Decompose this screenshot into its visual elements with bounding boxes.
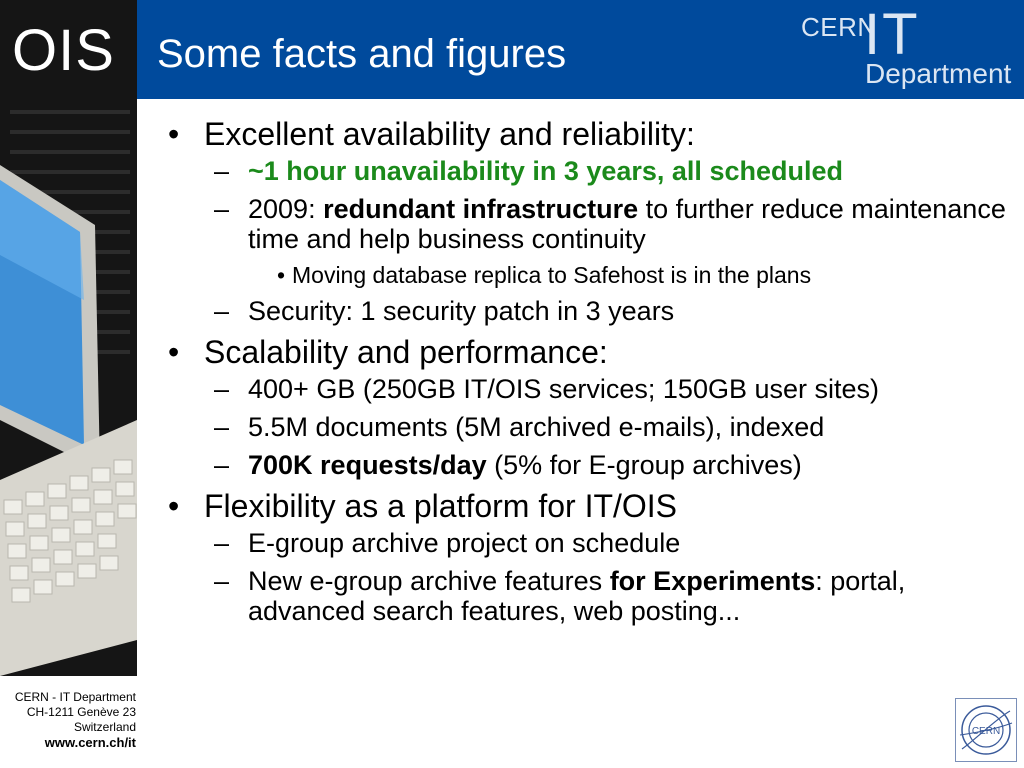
bullet-availability bbox=[160, 116, 1010, 152]
dash-icon: – bbox=[214, 156, 230, 186]
sub-sub-bullet-text: Moving database replica to Safehost is in the plans bbox=[292, 262, 812, 288]
bullet-flexibility bbox=[160, 488, 1010, 524]
bullet-scalability bbox=[160, 334, 1010, 370]
sub-bullet-text: E-group archive project on schedule bbox=[248, 528, 681, 558]
bullet-dot-icon: • bbox=[168, 488, 180, 524]
sub-bullet bbox=[160, 374, 1010, 404]
sub-bullet bbox=[160, 450, 1010, 480]
bullet-text: Flexibility as a platform for IT/OIS bbox=[204, 488, 678, 524]
sub-bullet-bold: 700K requests/day bbox=[248, 450, 487, 480]
section-label: OIS bbox=[12, 18, 115, 83]
logo-cern-text: CERN bbox=[801, 12, 877, 42]
dash-icon: – bbox=[214, 528, 230, 558]
sub-bullet-suffix: (5% for E-group archives) bbox=[486, 450, 802, 480]
slide-body bbox=[160, 116, 1010, 634]
footer-line: CERN - IT Department bbox=[14, 690, 136, 704]
bullet-text: Scalability and performance: bbox=[204, 334, 608, 370]
sub-bullet bbox=[160, 194, 1010, 254]
sub-bullet-prefix: New e-group archive features bbox=[248, 566, 610, 596]
sub-bullet-prefix: 2009: bbox=[248, 194, 324, 224]
footer-url-link[interactable]: www.cern.ch/it bbox=[44, 735, 136, 750]
bullet-dot-icon: • bbox=[168, 334, 180, 370]
title-bar bbox=[137, 0, 1024, 99]
dash-icon: – bbox=[214, 296, 230, 326]
cern-logo-icon bbox=[955, 698, 1017, 762]
computer-illustration bbox=[0, 0, 137, 676]
logo-department-text: Department bbox=[865, 58, 1012, 89]
sub-bullet bbox=[160, 528, 1010, 558]
bullet-text: Excellent availability and reliability: bbox=[204, 116, 695, 152]
sub-sub-bullet bbox=[160, 262, 1010, 288]
bullet-dot-icon: • bbox=[168, 116, 180, 152]
sub-bullet bbox=[160, 296, 1010, 326]
sub-bullet-text: 5.5M documents (5M archived e-mails), indexed bbox=[248, 412, 825, 442]
sub-bullet-bold: for Experiments bbox=[609, 566, 816, 596]
sub-bullet-text: 400+ GB (250GB IT/OIS services; 150GB user sites) bbox=[248, 374, 880, 404]
dash-icon: – bbox=[214, 566, 230, 596]
footer-line: Switzerland bbox=[73, 720, 136, 734]
sub-bullet bbox=[160, 412, 1010, 442]
sub-bullet bbox=[160, 156, 1010, 186]
sub-bullet bbox=[160, 566, 1010, 626]
footer-address bbox=[0, 690, 136, 750]
sub-bullet-suffix: : portal, advanced search features, web posting... bbox=[248, 566, 906, 626]
dash-icon: – bbox=[214, 412, 230, 442]
bullet-dot-icon: • bbox=[277, 262, 286, 288]
sub-bullet-suffix: to further reduce maintenance time and help business continuity bbox=[248, 194, 1006, 254]
logo-it-text: IT bbox=[864, 2, 920, 67]
sub-bullet-bold: redundant infrastructure bbox=[323, 194, 639, 224]
dash-icon: – bbox=[214, 194, 230, 224]
highlight-text: ~1 hour unavailability in 3 years, all scheduled bbox=[248, 156, 843, 186]
sidebar-photo bbox=[0, 0, 137, 676]
sub-bullet-text: Security: 1 security patch in 3 years bbox=[248, 296, 675, 326]
slide-title: Some facts and figures bbox=[157, 32, 567, 76]
footer-line: CH-1211 Genève 23 bbox=[26, 705, 136, 719]
svg-text:CERN: CERN bbox=[971, 726, 1001, 737]
dash-icon: – bbox=[214, 450, 230, 480]
dash-icon: – bbox=[214, 374, 230, 404]
